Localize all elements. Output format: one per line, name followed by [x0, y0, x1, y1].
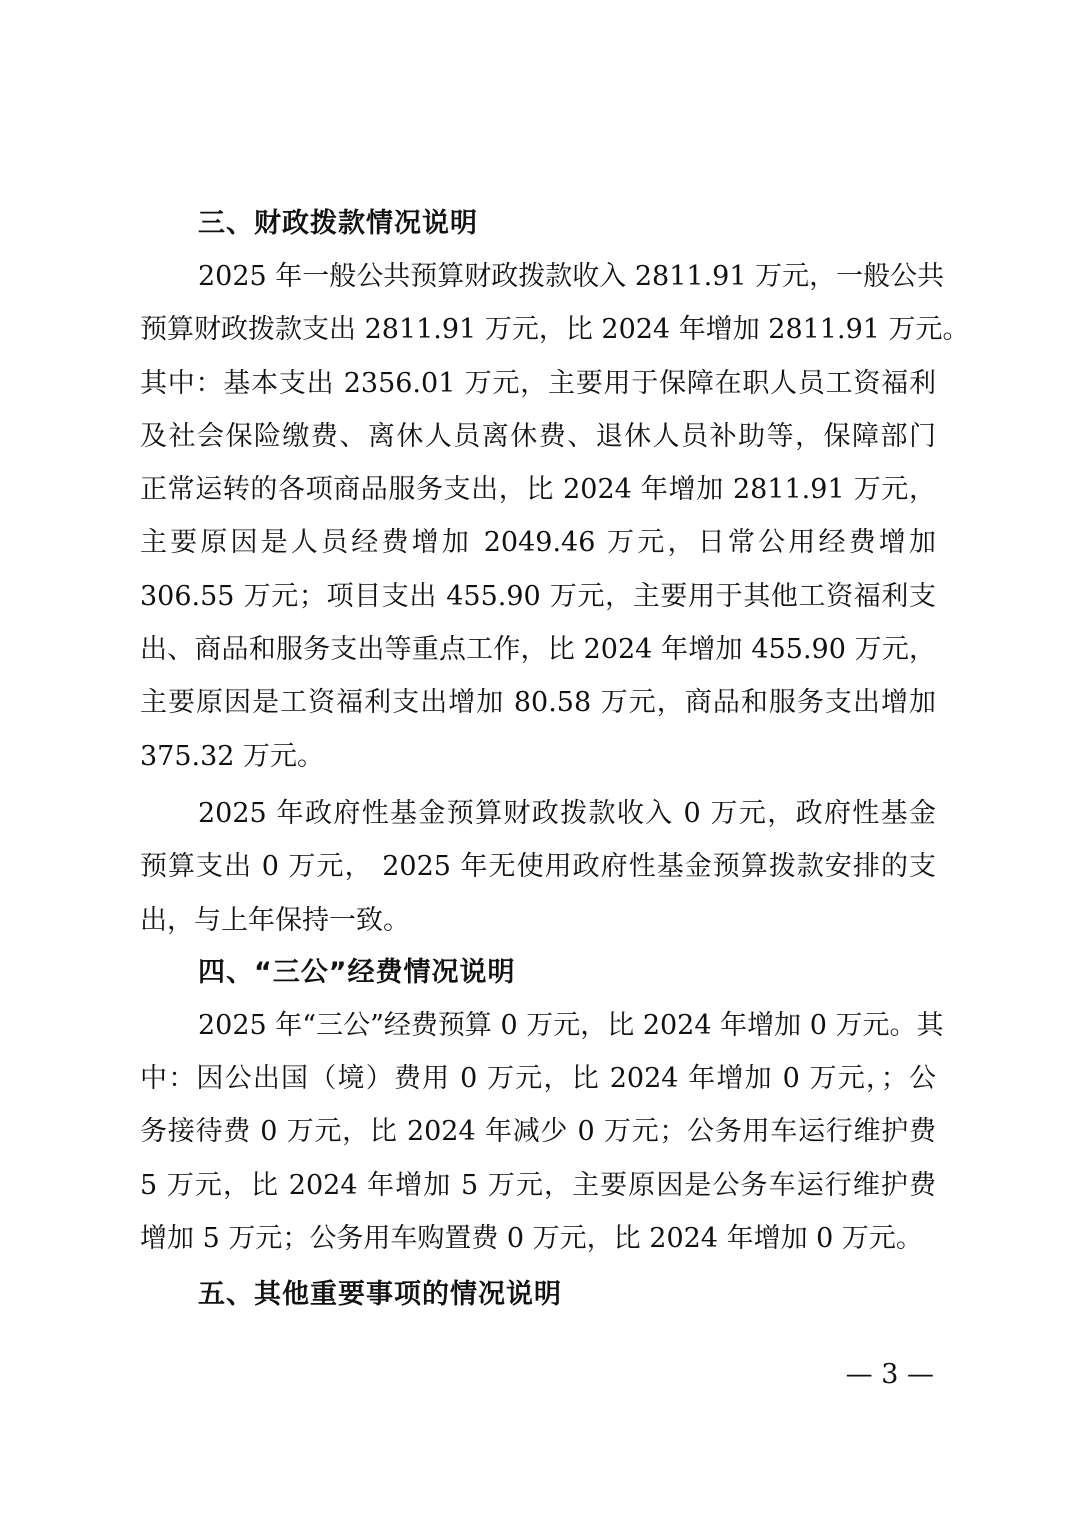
text-line: 375.32 万元。 [140, 740, 325, 772]
text-line: 2025 年政府性基金预算财政拨款收入 0 万元，政府性基金 [198, 797, 936, 829]
text-line: 出、商品和服务支出等重点工作，比 2024 年增加 455.90 万元， [140, 634, 936, 666]
text-line: 出，与上年保持一致。 [140, 904, 410, 936]
text-line: 及社会保险缴费、离休人员离休费、退休人员补助等，保障部门 [140, 420, 936, 452]
section-heading-three-public-expenses: 四、“三公”经费情况说明 [198, 956, 516, 988]
document-body [140, 198, 970, 1321]
text-line: 主要原因是人员经费增加 2049.46 万元，日常公用经费增加 [140, 527, 936, 559]
text-line: 其中：基本支出 2356.01 万元，主要用于保障在职人员工资福利 [140, 367, 936, 399]
section-heading-fiscal-appropriation: 三、财政拨款情况说明 [198, 208, 478, 239]
text-line: 中：因公出国（境）费用 0 万元，比 2024 年增加 0 万元，；公 [140, 1063, 936, 1095]
text-line: 5 万元，比 2024 年增加 5 万元，主要原因是公务车运行维护费 [140, 1169, 936, 1201]
paragraph-government-fund [140, 787, 936, 947]
text-line: 主要原因是工资福利支出增加 80.58 万元，商品和服务支出增加 [140, 687, 936, 719]
text-line: 2025 年“三公”经费预算 0 万元，比 2024 年增加 0 万元。其 [198, 1009, 944, 1041]
paragraph-three-public-expenses [140, 999, 944, 1265]
text-line: 务接待费 0 万元，比 2024 年减少 0 万元；公务用车运行维护费 [140, 1116, 936, 1148]
text-line: 预算支出 0 万元， 2025 年无使用政府性基金预算拨款安排的支 [140, 851, 936, 883]
page-number: — 3 — [845, 1359, 934, 1390]
text-line: 预算财政拨款支出 2811.91 万元，比 2024 年增加 2811.91 万元。 [140, 314, 970, 346]
text-line: 2025 年一般公共预算财政拨款收入 2811.91 万元，一般公共 [198, 261, 945, 292]
text-line: 306.55 万元；项目支出 455.90 万元，主要用于其他工资福利支 [140, 580, 936, 612]
text-line: 正常运转的各项商品服务支出，比 2024 年增加 2811.91 万元， [140, 474, 936, 506]
section-heading-other-matters: 五、其他重要事项的情况说明 [198, 1279, 562, 1311]
text-line: 增加 5 万元；公务用车购置费 0 万元，比 2024 年增加 0 万元。 [140, 1223, 923, 1255]
paragraph-general-budget [140, 250, 970, 783]
